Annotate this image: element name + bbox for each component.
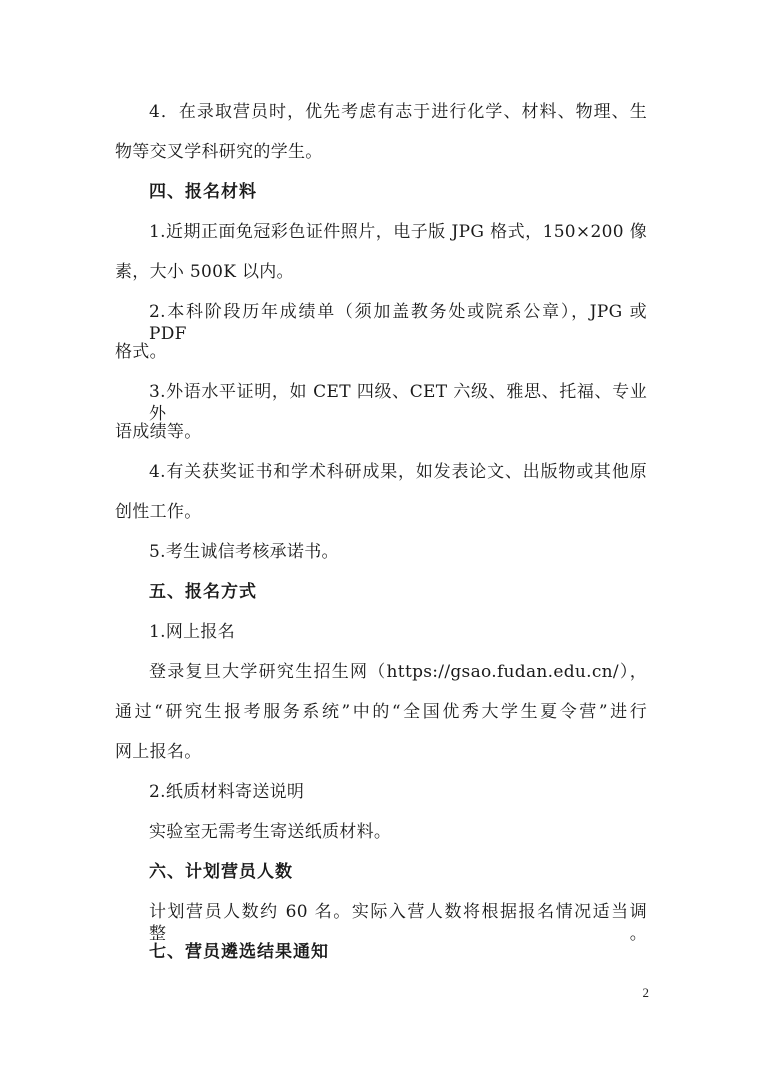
paragraph-line: 实验室无需考生寄送纸质材料。 [149, 822, 392, 842]
page-number: 2 [642, 985, 649, 1000]
subheading-line: 2.纸质材料寄送说明 [149, 782, 305, 802]
section-heading: 五、报名方式 [149, 582, 257, 602]
paragraph-line: 2.本科阶段历年成绩单（须加盖教务处或院系公章），JPG 或 PDF [149, 302, 647, 344]
section-heading: 四、报名材料 [149, 182, 257, 202]
paragraph-line: 素，大小 500K 以内。 [115, 262, 294, 282]
paragraph-line: 计划营员人数约 60 名。实际入营人数将根据报名情况适当调整。 [149, 902, 647, 944]
paragraph-line: 网上报名。 [115, 742, 202, 762]
paragraph-line: 1.近期正面免冠彩色证件照片，电子版 JPG 格式，150×200 像 [149, 222, 647, 242]
paragraph-line: 4.有关获奖证书和学术科研成果，如发表论文、出版物或其他原 [149, 462, 647, 482]
paragraph-line: 4．在录取营员时，优先考虑有志于进行化学、材料、物理、生 [149, 102, 647, 122]
paragraph-line: 3.外语水平证明，如 CET 四级、CET 六级、雅思、托福、专业外 [149, 382, 647, 424]
paragraph-line: 登录复旦大学研究生招生网（https://gsao.fudan.edu.cn/）， [149, 662, 647, 682]
section-heading: 六、计划营员人数 [149, 862, 293, 882]
paragraph-line: 格式。 [115, 342, 167, 362]
paragraph-line: 通过“研究生报考服务系统”中的“全国优秀大学生夏令营”进行 [115, 702, 647, 722]
paragraph-line: 语成绩等。 [115, 422, 202, 442]
subheading-line: 1.网上报名 [149, 622, 236, 642]
paragraph-line: 物等交叉学科研究的学生。 [115, 142, 323, 162]
section-heading: 七、营员遴选结果通知 [149, 942, 329, 962]
paragraph-line: 5.考生诚信考核承诺书。 [149, 542, 339, 562]
paragraph-line: 创性工作。 [115, 502, 202, 522]
